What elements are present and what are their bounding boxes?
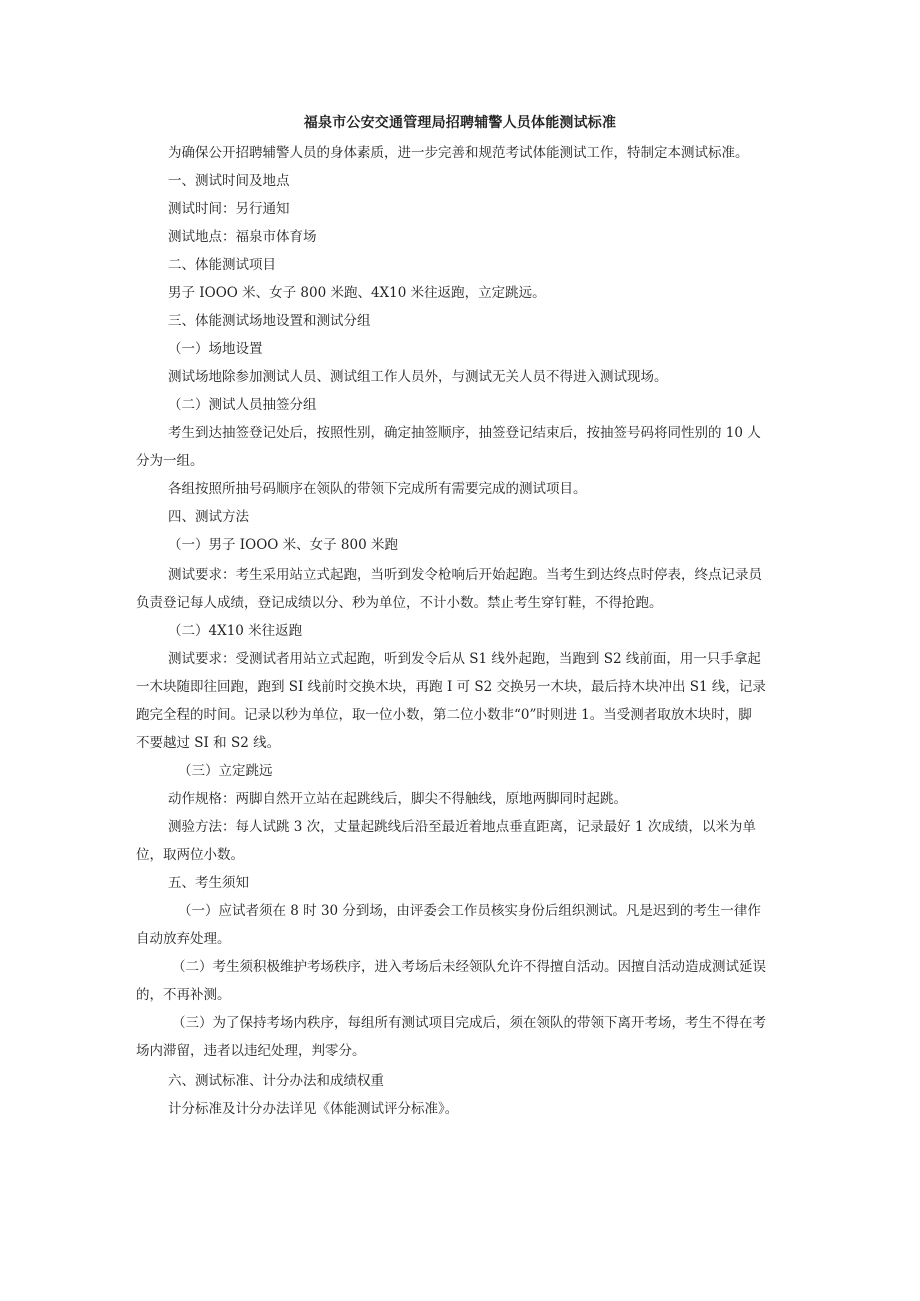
document-title: 福泉市公安交通管理局招聘辅警人员体能测试标准 (303, 115, 617, 131)
shuttle-run-text-line: 不要越过 SI 和 S2 线。 (136, 735, 281, 751)
test-time-line: 测试时间：另行通知 (168, 201, 290, 217)
subheading-shuttle-run: （二）4X10 米往返跑 (168, 623, 303, 639)
notice-item-2-line: 的，不再补测。 (136, 987, 231, 1003)
grouping-text-line: 分为一组。 (136, 453, 204, 469)
shuttle-run-text-line: 一木块随即往回跑，跑到 SI 线前时交换木块，再跑 I 可 S2 交换另一木块，最后持木块冲出 S1 线，记录 (136, 679, 766, 695)
section-heading-3: 三、体能测试场地设置和测试分组 (168, 313, 371, 329)
shuttle-run-text-line: 跑完全程的时间。记录以秒为单位，取一位小数，第二位小数非“0”时则进 1。当受测者取放木块时，脚 (136, 707, 752, 723)
long-jump-method-line: 测验方法：每人试跳 3 次，丈量起跳线后沿至最近着地点垂直距离，记录最好 1 次成绩，以米为单 (168, 819, 756, 835)
notice-item-3-line: （三）为了保持考场内秩序，每组所有测试项目完成后，须在领队的带领下离开考场，考生不得在考 (172, 1015, 766, 1031)
scoring-reference-text: 计分标准及计分办法详见《体能测试评分标准》。 (168, 1101, 459, 1117)
notice-item-2-line: （二）考生须积极维护考场秩序，进入考场后未经领队允许不得擅自活动。因擅自活动造成测试延误 (172, 959, 766, 975)
long-run-text-line: 测试要求：考生采用站立式起跑，当听到发令枪响后开始起跑。当考生到达终点时停表，终点记录员 (168, 567, 762, 583)
notice-item-1-line: 自动放弃处理。 (136, 931, 231, 947)
grouping-order-text: 各组按照所抽号码顺序在领队的带领下完成所有需要完成的测试项目。 (168, 481, 587, 497)
subheading-site-setup: （一）场地设置 (168, 341, 263, 357)
long-jump-rules-text: 动作规格：两脚自然开立站在起跳线后，脚尖不得触线，原地两脚同时起跳。 (168, 791, 627, 807)
notice-item-3-line: 场内滞留，违者以违纪处理，判零分。 (136, 1043, 366, 1059)
subheading-grouping: （二）测试人员抽签分组 (168, 397, 317, 413)
section-heading-4: 四、测试方法 (168, 509, 249, 525)
notice-item-1-line: （一）应试者须在 8 时 30 分到场，由评委会工作员核实身份后组织测试。凡是迟到的考生一律作 (178, 903, 761, 919)
site-setup-text: 测试场地除参加测试人员、测试组工作人员外，与测试无关人员不得进入测试现场。 (168, 369, 668, 385)
test-items-line: 男子 IOOO 米、女子 800 米跑、4X10 米往返跑，立定跳远。 (168, 285, 546, 301)
section-heading-2: 二、体能测试项目 (168, 257, 276, 273)
grouping-text-line: 考生到达抽签登记处后，按照性别，确定抽签顺序，抽签登记结束后，按抽签号码将同性别的 10 人 (168, 425, 761, 441)
long-run-text-line: 负责登记每人成绩，登记成绩以分、秒为单位，不计小数。禁止考生穿钉鞋，不得抢跑。 (136, 595, 663, 611)
section-heading-6: 六、测试标准、计分办法和成绩权重 (168, 1073, 384, 1089)
section-heading-1: 一、测试时间及地点 (168, 173, 290, 189)
subheading-long-run: （一）男子 IOOO 米、女子 800 米跑 (168, 537, 398, 553)
shuttle-run-text-line: 测试要求：受测试者用站立式起跑，听到发令后从 S1 线外起跑，当跑到 S2 线前面，用一只手拿起 (168, 651, 761, 667)
intro-paragraph: 为确保公开招聘辅警人员的身体素质，进一步完善和规范考试体能测试工作，特制定本测试标准。 (168, 145, 749, 161)
test-location-line: 测试地点：福泉市体育场 (168, 229, 317, 245)
subheading-long-jump: （三）立定跳远 (178, 763, 273, 779)
section-heading-5: 五、考生须知 (168, 875, 249, 891)
long-jump-method-line: 位，取两位小数。 (136, 847, 244, 863)
